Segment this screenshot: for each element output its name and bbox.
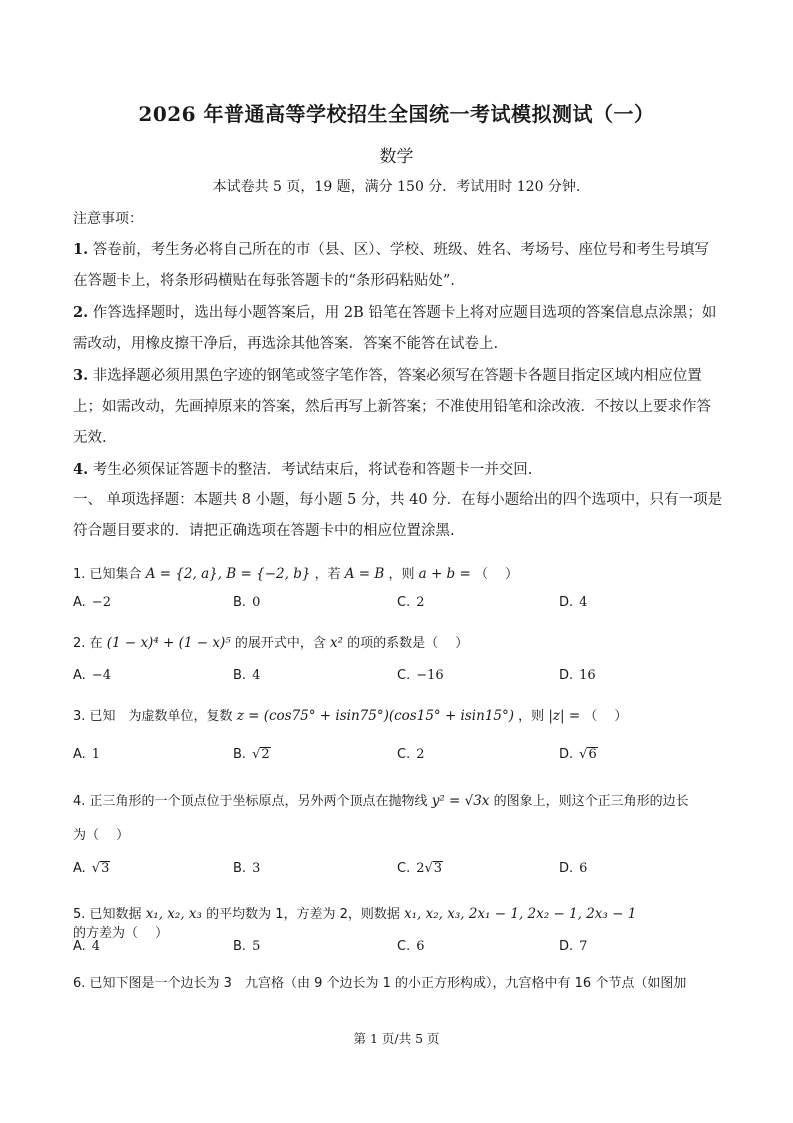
- option-d[interactable]: [559, 747, 598, 762]
- option-label: B.: [233, 595, 247, 610]
- option-label: B.: [233, 939, 247, 954]
- question-5-options: [73, 939, 733, 959]
- option-label: D.: [559, 861, 574, 876]
- option-label: B.: [233, 861, 247, 876]
- option-value: −4: [91, 668, 111, 683]
- stem-text: 为（ ）: [73, 828, 130, 843]
- note-text: 考生必须保证答题卡的整洁．考试结束后，将试卷和答题卡一并交回.: [92, 462, 533, 478]
- option-a[interactable]: [73, 668, 111, 683]
- stem-text: 的展开式中，含: [234, 636, 326, 651]
- option-label: A.: [73, 861, 86, 876]
- radicand: 3: [433, 861, 443, 876]
- section-1-instructions: 一、 单项选择题：本题共 8 小题，每小题 5 分，共 40 分．在每小题给出的四个选项中，只有一项是符合题目要求的．请把正确选项在答题卡中的相应位置涂黑.: [73, 492, 723, 539]
- note-number: 4.: [73, 461, 89, 478]
- option-d[interactable]: [559, 939, 587, 954]
- question-4-options: [73, 861, 733, 881]
- option-b[interactable]: [233, 861, 260, 876]
- radicand: 3: [101, 861, 110, 876]
- option-label: C.: [397, 747, 411, 762]
- stem-text: （ ）: [584, 709, 628, 724]
- option-value: √2: [252, 747, 270, 762]
- note-text: 作答选择题时，选出每小题答案后，用 2B 铅笔在答题卡上将对应题目选项的答案信息点涂黑；如需改动，用橡皮擦干净后，再选涂其他答案．答案不能答在试卷上.: [73, 305, 717, 352]
- option-value: 7: [579, 939, 588, 954]
- math-expression: a + b =: [418, 566, 471, 582]
- option-b[interactable]: [233, 595, 260, 610]
- option-value: −16: [416, 668, 444, 683]
- option-value: 2: [416, 595, 425, 610]
- stem-text: ，则: [388, 567, 415, 582]
- option-value: 16: [579, 668, 596, 683]
- math-expression: y² = √3x: [431, 793, 490, 809]
- stem-text: 的方差为（ ）: [73, 926, 169, 941]
- option-b[interactable]: [233, 668, 260, 683]
- coefficient: 2: [416, 861, 425, 876]
- math-expression: A = {2, a}, B = {−2, b}: [145, 566, 311, 582]
- stem-text: 4. 正三角形的一个顶点位于坐标原点，另外两个顶点在抛物线: [73, 794, 428, 809]
- option-a[interactable]: [73, 861, 110, 876]
- option-label: B.: [233, 747, 247, 762]
- question-5-stem: [73, 903, 733, 941]
- question-6-stem: [73, 972, 733, 991]
- note-item-4: [73, 454, 723, 486]
- question-4-stem: [73, 790, 733, 809]
- option-b[interactable]: [233, 747, 271, 762]
- question-3-stem: [73, 705, 733, 724]
- exam-info: 本试卷共 5 页，19 题，满分 150 分．考试用时 120 分钟.: [212, 179, 581, 195]
- page-footer: 第 1 页/共 5 页: [353, 1031, 440, 1046]
- option-c[interactable]: [397, 595, 425, 610]
- question-2-stem: [73, 632, 733, 651]
- option-label: D.: [559, 747, 574, 762]
- option-value: 4: [252, 668, 261, 683]
- math-expression: (1 − x)⁴ + (1 − x)⁵: [106, 635, 231, 651]
- option-c[interactable]: [397, 939, 425, 954]
- question-1-options: [73, 595, 733, 615]
- exam-title: 2026 年普通高等学校招生全国统一考试模拟测试（一）: [138, 102, 655, 126]
- math-expression: A = B: [344, 566, 385, 582]
- note-number: 1.: [73, 241, 89, 258]
- option-value: 4: [91, 939, 101, 954]
- option-d[interactable]: [559, 861, 587, 876]
- stem-text: 3. 已知 为虚数单位，复数: [73, 709, 233, 724]
- option-d[interactable]: [559, 668, 596, 683]
- note-number: 2.: [73, 304, 89, 321]
- stem-text: 6. 已知下图是一个边长为 3 九宫格（由 9 个边长为 1 的小正方形构成），九宫格中有 16 个节点（如图加: [73, 976, 687, 991]
- option-value: 3: [252, 861, 261, 876]
- stem-text: 的平均数为 1，方差为 2，则数据: [206, 907, 400, 922]
- math-expression: x₁, x₂, x₃: [145, 906, 202, 922]
- option-d[interactable]: [559, 595, 587, 610]
- option-value: √3: [91, 861, 110, 876]
- stem-text: ，若: [314, 567, 341, 582]
- option-value: √6: [579, 747, 597, 762]
- option-label: A.: [73, 747, 86, 762]
- option-value: 6: [579, 861, 588, 876]
- option-value: 0: [252, 595, 261, 610]
- math-expression: x²: [329, 635, 343, 651]
- subject-heading: 数学: [379, 147, 414, 167]
- option-value: 1: [91, 747, 101, 762]
- radicand: 2: [261, 747, 270, 762]
- question-2-options: [73, 668, 733, 688]
- note-text: 非选择题必须用黑色字迹的钢笔或签字笔作答，答案必须写在答题卡各题目指定区域内相应位置上；如需改动，先画掉原来的答案，然后再写上新答案；不准使用铅笔和涂改液．不按以上要求作答无效.: [73, 368, 711, 446]
- option-label: D.: [559, 668, 574, 683]
- math-expression: x₁, x₂, x₃, 2x₁ − 1, 2x₂ − 1, 2x₃ − 1: [404, 906, 637, 922]
- note-number: 3.: [73, 367, 89, 384]
- question-3-options: [73, 747, 733, 767]
- option-value: 2: [416, 747, 425, 762]
- option-label: C.: [397, 861, 411, 876]
- stem-text: （ ）: [474, 567, 519, 582]
- option-a[interactable]: [73, 747, 100, 762]
- option-value: −2: [91, 595, 111, 610]
- stem-text: 的项的系数是（ ）: [347, 636, 469, 651]
- option-b[interactable]: [233, 939, 260, 954]
- option-label: A.: [73, 939, 86, 954]
- question-1-stem: [73, 563, 733, 582]
- question-4-stem-cont: [73, 824, 733, 843]
- option-label: A.: [73, 668, 86, 683]
- option-label: C.: [397, 595, 411, 610]
- stem-text: 5. 已知数据: [73, 907, 142, 922]
- math-expression: |z| =: [548, 708, 581, 724]
- option-value: 6: [416, 939, 425, 954]
- radicand: 6: [588, 747, 597, 762]
- note-text: 答卷前，考生务必将自己所在的市（县、区）、学校、班级、姓名、考场号、座位号和考生号填写在答题卡上，将条形码横贴在每张答题卡的“条形码粘贴处”．: [73, 242, 709, 289]
- option-label: C.: [397, 668, 411, 683]
- note-item-1: [73, 234, 723, 297]
- option-label: A.: [73, 595, 86, 610]
- note-item-3: [73, 360, 723, 454]
- option-value: 5: [252, 939, 261, 954]
- note-item-2: [73, 297, 723, 360]
- option-label: D.: [559, 939, 574, 954]
- option-c[interactable]: [397, 668, 444, 683]
- stem-text: 1. 已知集合: [73, 567, 142, 582]
- option-label: C.: [397, 939, 411, 954]
- option-c[interactable]: [397, 861, 443, 876]
- option-label: B.: [233, 668, 247, 683]
- stem-text: 2. 在: [73, 636, 103, 651]
- option-a[interactable]: [73, 595, 111, 610]
- stem-text: ，则: [518, 709, 545, 724]
- option-a[interactable]: [73, 939, 100, 954]
- option-value: 2√3: [416, 861, 443, 876]
- stem-text: 的图象上，则这个正三角形的边长: [493, 794, 689, 809]
- option-value: 4: [579, 595, 588, 610]
- option-label: D.: [559, 595, 574, 610]
- notes-heading: 注意事项：: [73, 211, 143, 227]
- math-expression: z = (cos75° + isin75°)(cos15° + isin15°): [236, 708, 515, 724]
- option-c[interactable]: [397, 747, 425, 762]
